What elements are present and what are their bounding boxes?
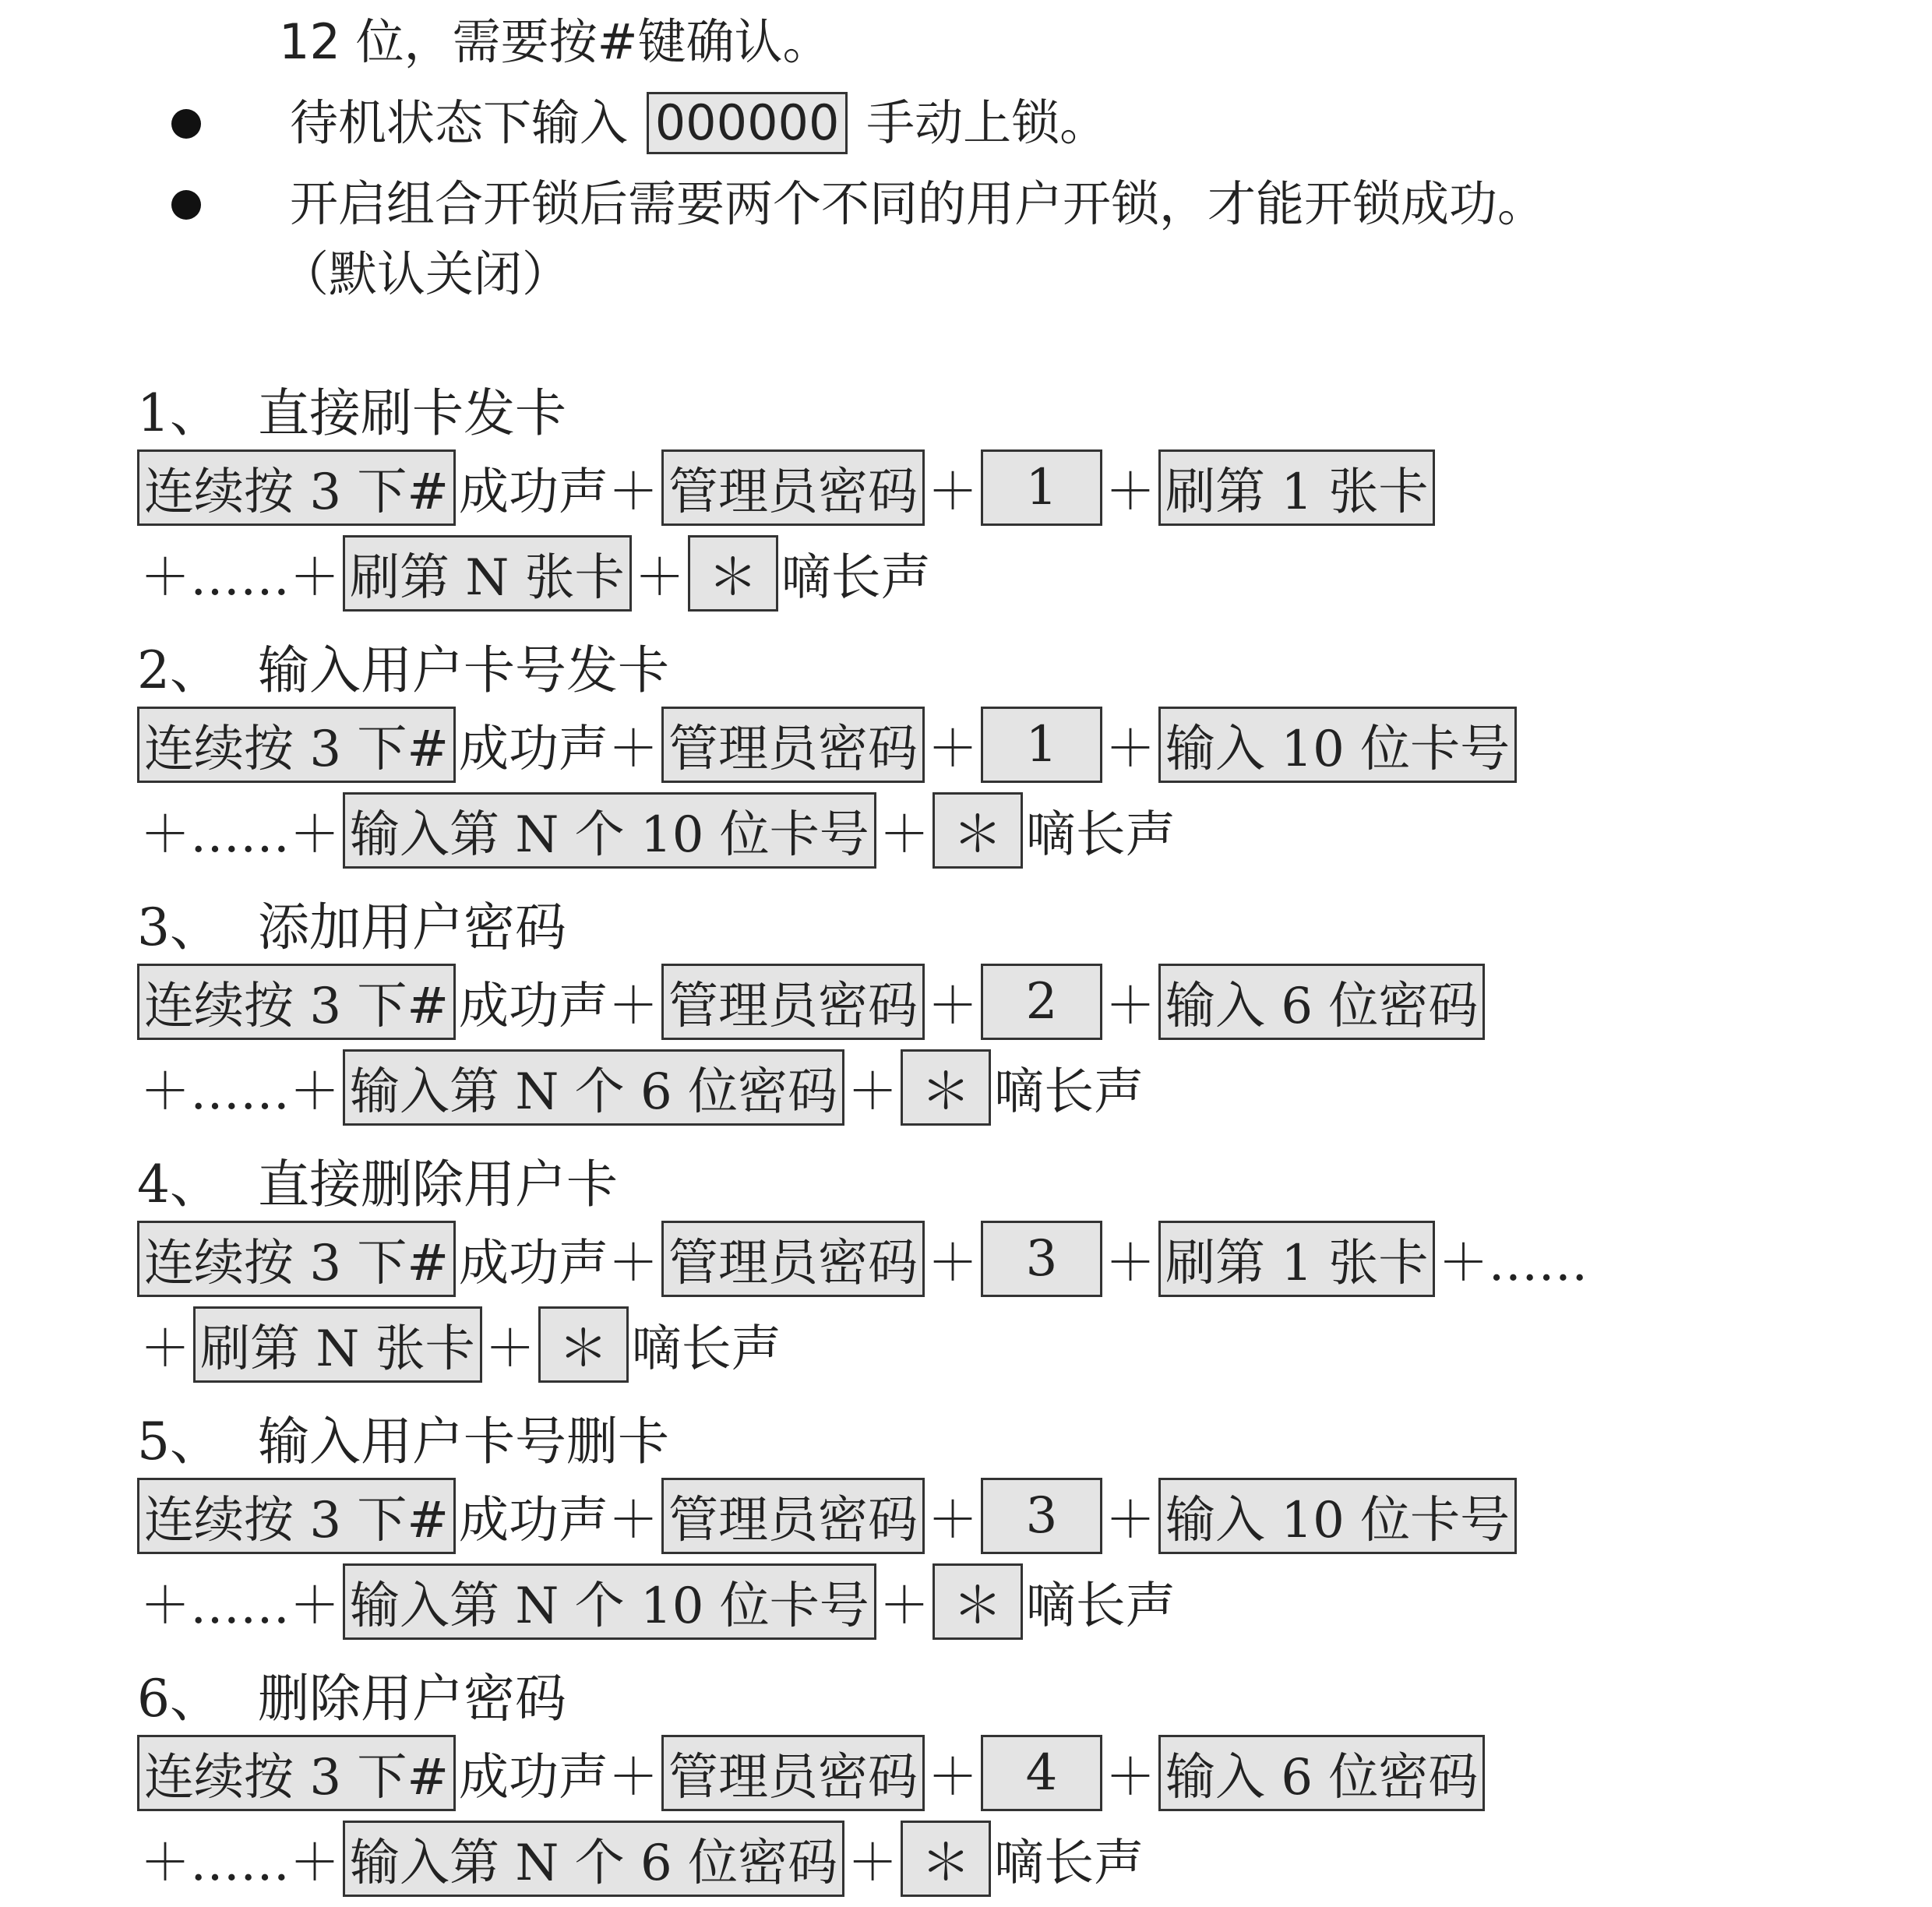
nth-step-box: 输入第 N 个 6 位密码 [343,1049,844,1126]
plus-text: ＋ [928,464,978,521]
star-key-box: ＊ [933,1563,1023,1640]
key-press-box: 连续按 3 下# [137,1735,456,1811]
plus-text: ＋ [928,1235,978,1292]
plus-text: ＋ [1105,464,1156,521]
long-beep-text: 嘀长声 [631,1320,781,1378]
long-beep-text: 嘀长声 [994,1063,1144,1121]
plus-text: ＋ [1105,978,1156,1035]
step-row-1 [137,1477,1523,1555]
step-row-2 [137,1820,1147,1898]
continuation-text: ＋……＋ [140,1577,340,1635]
lock-code-key: 000000 [647,92,848,154]
star-key-box: ＊ [901,1049,991,1126]
plus-text: ＋ [1105,1492,1156,1549]
plus-text: ＋ [879,1577,929,1635]
plus-text: ＋ [848,1835,898,1892]
star-key-box: ＊ [688,535,778,612]
input-step-box: 输入 10 位卡号 [1158,707,1517,783]
nth-step-box: 输入第 N 个 10 位卡号 [343,792,876,869]
bullet-combo-note: （默认关闭） [280,245,571,302]
bullet-lock-after: 手动上锁。 [866,94,1109,151]
bullet-lock [290,92,1108,154]
plus-text: ＋ [1105,1235,1156,1292]
sequence-text: 成功声＋ [459,464,659,521]
step-row-2 [137,791,1179,869]
section-number: 1、 [137,383,221,443]
step-row-2 [137,1563,1179,1641]
sequence-text: 成功声＋ [459,978,659,1035]
nth-step-box: 输入第 N 个 10 位卡号 [343,1563,876,1640]
continuation-text: ＋……＋ [140,1835,340,1892]
continuation-text: ＋……＋ [140,806,340,864]
section-title [137,379,566,449]
input-step-box: 刷第 1 张卡 [1158,449,1435,526]
input-step-box: 输入 6 位密码 [1158,964,1485,1040]
step-row-1 [137,706,1523,784]
step-row-1 [137,449,1441,527]
key-press-box: 连续按 3 下# [137,964,456,1040]
plus-text: ＋ [485,1320,535,1378]
admin-password-box: 管理员密码 [661,449,925,526]
function-key-box: 1 [981,449,1102,526]
step-row-2 [137,534,934,612]
function-key-box: 2 [981,964,1102,1040]
bullet-combo: 开启组合开锁后需要两个不同的用户开锁，才能开锁成功。 [290,175,1546,232]
section-title [137,1407,669,1477]
plus-text: ＋ [1105,1749,1156,1807]
admin-password-box: 管理员密码 [661,707,925,783]
nth-step-box: 刷第 N 张卡 [193,1306,482,1383]
bullet-dot-icon [171,109,201,139]
admin-password-box: 管理员密码 [661,964,925,1040]
section-title-text: 直接刷卡发卡 [258,383,566,443]
key-press-box: 连续按 3 下# [137,1478,456,1554]
long-beep-text: 嘀长声 [994,1835,1144,1892]
key-press-box: 连续按 3 下# [137,707,456,783]
section-title-text: 输入用户卡号发卡 [258,640,669,700]
sequence-text: 成功声＋ [459,1235,659,1292]
section-number: 4、 [137,1154,221,1214]
section-title-text: 输入用户卡号删卡 [258,1412,669,1472]
function-key-box: 3 [981,1478,1102,1554]
long-beep-text: 嘀长声 [1025,1577,1176,1635]
function-key-box: 4 [981,1735,1102,1811]
long-beep-text: 嘀长声 [1025,806,1176,864]
plus-text: ＋ [928,978,978,1035]
section-number: 2、 [137,640,221,700]
plus-text: ＋ [928,1492,978,1549]
section-title [137,1150,618,1220]
section-title [137,1664,566,1734]
admin-password-box: 管理员密码 [661,1221,925,1297]
continuation-text: ＋ [140,1320,190,1378]
key-press-box: 连续按 3 下# [137,1221,456,1297]
plus-text: ＋ [879,806,929,864]
step-row-1 [137,1734,1491,1812]
star-key-box: ＊ [901,1821,991,1897]
admin-password-box: 管理员密码 [661,1735,925,1811]
function-key-box: 3 [981,1221,1102,1297]
section-title-text: 添加用户密码 [258,897,566,957]
continuation-text: ＋……＋ [140,1063,340,1121]
sequence-text: 成功声＋ [459,1749,659,1807]
section-title-text: 删除用户密码 [258,1669,566,1729]
input-step-box: 输入 6 位密码 [1158,1735,1485,1811]
plus-text: ＋ [1105,721,1156,778]
section-title-text: 直接删除用户卡 [258,1154,618,1214]
star-key-box: ＊ [538,1306,629,1383]
intro-line-1: 12 位，需要按#键确认。 [279,13,831,70]
step-row-2 [137,1049,1147,1126]
plus-text: ＋ [928,721,978,778]
function-key-box: 1 [981,707,1102,783]
bullet-lock-before: 待机状态下输入 [290,94,629,151]
long-beep-text: 嘀长声 [781,549,931,607]
bullet-dot-icon [171,190,201,220]
continuation-text: ＋…… [1438,1235,1588,1292]
key-press-box: 连续按 3 下# [137,449,456,526]
plus-text: ＋ [634,549,685,607]
step-row-1 [137,1220,1591,1298]
plus-text: ＋ [928,1749,978,1807]
section-title [137,636,669,706]
step-row-1 [137,963,1491,1041]
sequence-text: 成功声＋ [459,721,659,778]
star-key-box: ＊ [933,792,1023,869]
nth-step-box: 输入第 N 个 6 位密码 [343,1821,844,1897]
section-title [137,893,566,963]
input-step-box: 刷第 1 张卡 [1158,1221,1435,1297]
section-number: 3、 [137,897,221,957]
plus-text: ＋ [848,1063,898,1121]
admin-password-box: 管理员密码 [661,1478,925,1554]
section-number: 6、 [137,1669,221,1729]
section-number: 5、 [137,1412,221,1472]
sequence-text: 成功声＋ [459,1492,659,1549]
step-row-2 [137,1306,784,1384]
continuation-text: ＋……＋ [140,549,340,607]
input-step-box: 输入 10 位卡号 [1158,1478,1517,1554]
nth-step-box: 刷第 N 张卡 [343,535,632,612]
